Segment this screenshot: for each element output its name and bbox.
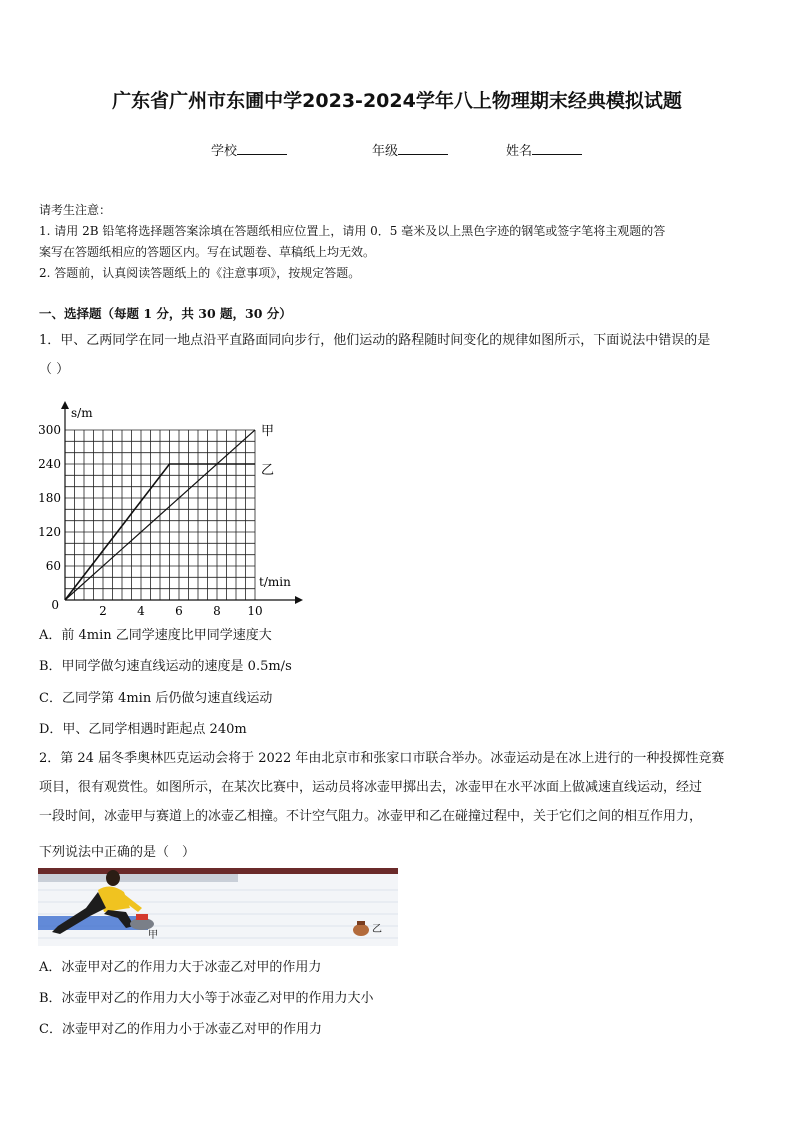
q1-option-a[interactable]: A．前 4min 乙同学速度比甲同学速度大 [39,628,272,643]
school-blank[interactable] [237,142,287,155]
grade-field[interactable] [372,140,448,159]
x-axis-arrow [295,596,303,604]
name-label: 姓名 [506,144,533,159]
y-tick-label: 120 [38,525,61,539]
q2-option-b[interactable]: B．冰壶甲对乙的作用力大小等于冰壶乙对甲的作用力大小 [39,991,374,1006]
x-tick-label: 4 [137,604,145,618]
q2-option-a[interactable]: A．冰壶甲对乙的作用力大于冰壶乙对甲的作用力 [39,960,322,975]
notice-line-1a: 1. 请用 2B 铅笔将选择题答案涂填在答题纸相应位置上，请用 0．5 毫米及以上黑色字迹的钢笔或签字笔将主观题的答 [39,224,666,238]
notice-line-2: 2. 答题前，认真阅读答题纸上的《注意事项》，按规定答题。 [39,266,361,280]
x-tick-label: 8 [213,604,221,618]
q2-stem-line-3: 一段时间，冰壶甲与赛道上的冰壶乙相撞。不计空气阻力。冰壶甲和乙在碰撞过程中，关于它们之间的相互作用力， [39,809,703,824]
photo-label-a: 甲 [148,930,158,941]
curling-photo [38,868,398,946]
y-tick-label: 240 [38,457,61,471]
y-tick-label: 60 [45,559,61,573]
origin-label: 0 [51,598,59,612]
q1-option-b[interactable]: B．甲同学做匀速直线运动的速度是 0.5m/s [39,659,292,674]
x-tick-label: 6 [175,604,183,618]
q2-stem-line-4: 下列说法中正确的是（ ） [39,845,196,860]
q1-option-d[interactable]: D．甲、乙同学相遇时距起点 240m [39,722,247,737]
y-tick-label: 300 [38,423,61,437]
q1-stem-b: （ ） [39,362,70,377]
series-label-1: 甲 [261,424,275,439]
y-tick-label: 180 [38,491,61,505]
q1-option-c[interactable]: C．乙同学第 4min 后仍做匀速直线运动 [39,691,273,706]
x-axis-label: t/min [259,575,291,589]
section-heading: 一、选择题（每题 1 分，共 30 题，30 分） [39,306,292,321]
x-tick-label: 2 [99,604,107,618]
q1-stem-a: 1．甲、乙两同学在同一地点沿平直路面同向步行，他们运动的路程随时间变化的规律如图所示，下面说法中错误的是 [39,333,711,348]
notice-heading: 请考生注意： [39,203,112,217]
q2-stem-line-2: 项目，很有观赏性。如图所示，在某次比赛中，运动员将冰壶甲掷出去，冰壶甲在水平冰面上做减速直线运动，经过 [39,780,703,795]
y-axis-label: s/m [71,406,93,420]
notice-line-1b: 案写在答题纸相应的答题区内。写在试题卷、草稿纸上均无效。 [39,245,376,259]
page-title: 广东省广州市东圃中学2023-2024学年八上物理期末经典模拟试题 [112,90,682,112]
q2-option-c[interactable]: C．冰壶甲对乙的作用力小于冰壶乙对甲的作用力 [39,1022,322,1037]
photo-label-b: 乙 [372,924,382,935]
name-field[interactable] [506,140,582,159]
name-blank[interactable] [532,142,582,155]
y-axis-arrow [61,401,69,409]
series-label-2: 乙 [261,463,275,478]
distance-time-chart [30,395,320,620]
x-tick-label: 10 [247,604,263,618]
grade-label: 年级 [372,144,399,159]
q2-stem-line-1: 2．第 24 届冬季奥林匹克运动会将于 2022 年由北京市和张家口市联合举办。冰壶运动是在冰上进行的一种投掷性竞赛 [39,751,725,766]
school-field[interactable] [211,140,287,159]
grade-blank[interactable] [398,142,448,155]
school-label: 学校 [211,144,238,159]
